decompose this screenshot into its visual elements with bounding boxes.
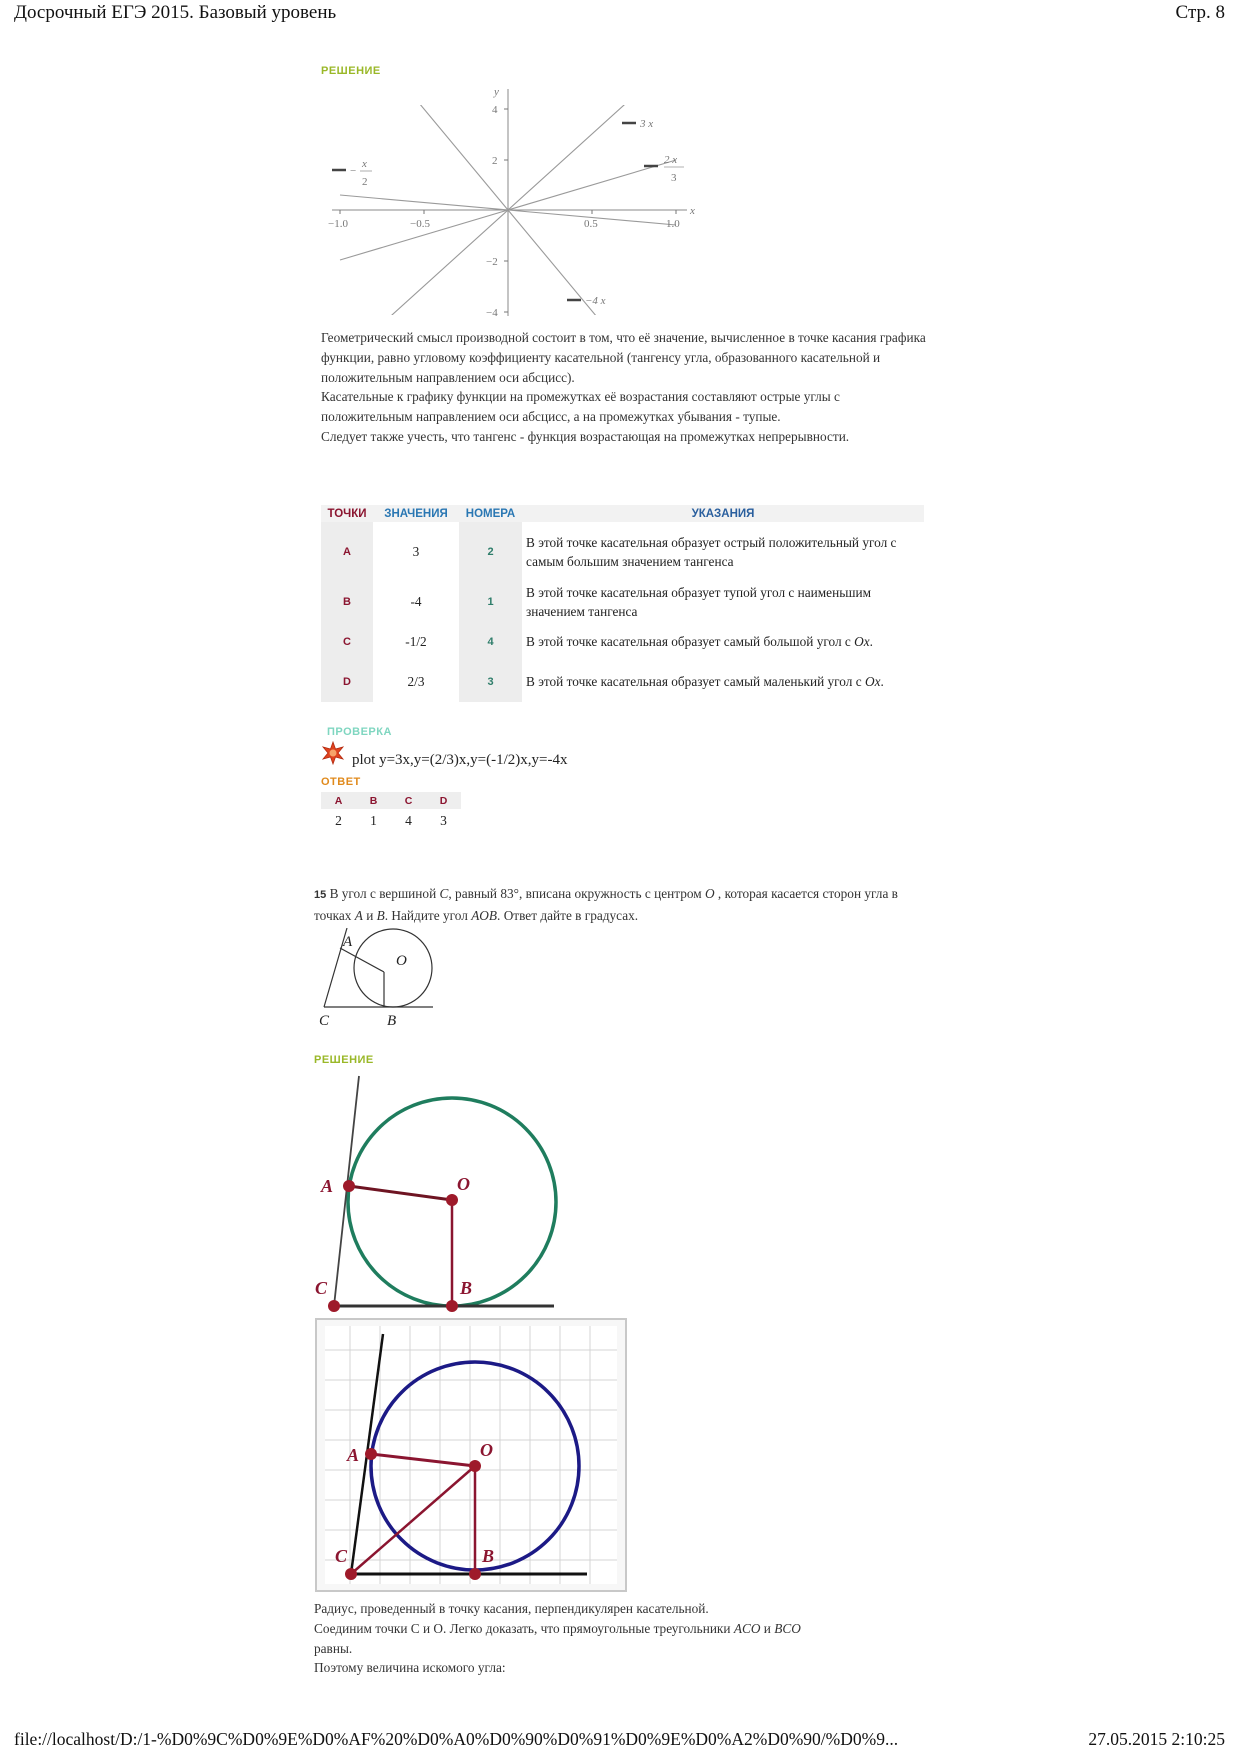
cell-point: A (321, 522, 373, 582)
cell-value: 2/3 (407, 674, 425, 689)
cell-point: B (321, 582, 373, 622)
check-label: ПРОВЕРКА (327, 726, 392, 738)
solution-label-14: РЕШЕНИЕ (321, 65, 381, 77)
legend-3x: 3 x (640, 118, 654, 130)
label-c: C (335, 1546, 348, 1566)
footer-url: file://localhost/D:/1-%D0%9C%D0%9E%D0%AF%20%D0%A0%D0%90%D0%91%D0%9E%D0%A2%D0%90/%D0%9... (14, 1729, 899, 1749)
paragraph: Касательные к графику функции на промежутках её возрастания составляют острые углы с положительным направлением оси абсцисс, а на промежутках убывания - тупые. (321, 389, 840, 425)
solution-label-15: РЕШЕНИЕ (314, 1054, 374, 1066)
answer-header: C (391, 792, 426, 809)
solution-figure-blue (317, 1320, 625, 1590)
label-b: B (460, 1278, 473, 1298)
page-header-title: Досрочный ЕГЭ 2015. Базовый уровень (14, 2, 337, 23)
y-tick: 4 (492, 104, 498, 116)
answer-value: 1 (370, 813, 377, 828)
col-header-numbers: НОМЕРА (459, 505, 522, 522)
cell-point: D (321, 662, 373, 702)
problem-15-text: 15 В угол с вершиной C, равный 83°, вписана окружность с центром O , которая касается сторон угла в точках A и B. Найдите угол AOB. Ответ дайте в градусах. (314, 886, 898, 923)
problem-figure (314, 928, 444, 1033)
table-row (321, 662, 924, 702)
col-header-points: ТОЧКИ (321, 505, 373, 522)
legend-half-sign: − (350, 165, 357, 177)
x-tick: 0.5 (584, 218, 598, 230)
check-command: plot y=3x,y=(2/3)x,y=(-1/2)x,y=-4x (352, 752, 568, 768)
paragraph: Геометрический смысл производной состоит в том, что её значение, вычисленное в точке касания графика функции, равно угловому коэффициенту касательной (тангенсу угла, образованного касательной и положительным направлением оси абсцисс). (321, 330, 926, 385)
table-row (321, 522, 924, 582)
y-tick: −2 (486, 256, 498, 268)
cell-number: 3 (459, 662, 522, 702)
label-b: B (482, 1546, 495, 1566)
cell-value: -4 (410, 594, 422, 609)
y-axis-label: y (494, 86, 499, 98)
cell-point: C (321, 622, 373, 662)
x-axis-label: x (690, 205, 695, 217)
x-tick: −1.0 (328, 218, 348, 230)
cell-number: 1 (459, 582, 522, 622)
label-c: C (315, 1278, 328, 1298)
label-c: C (319, 1013, 330, 1029)
hints-table (321, 505, 924, 702)
paragraph: Следует также учесть, что тангенс - функция возрастающая на промежутках непрерывности. (321, 428, 850, 444)
col-header-values: ЗНАЧЕНИЯ (373, 505, 459, 522)
cell-hint: В этой точке касательная образует острый положительный угол с самым большим значением тангенса (526, 534, 897, 569)
footer-datetime: 27.05.2015 2:10:25 (1088, 1729, 1225, 1749)
paragraph: Соединим точки С и О. Легко доказать, что прямоугольные треугольники ACO и BCO (314, 1620, 801, 1636)
answer-header: D (426, 792, 461, 809)
cell-number: 4 (459, 622, 522, 662)
table-row (321, 622, 924, 662)
answer-label: ОТВЕТ (321, 776, 361, 788)
cell-value: -1/2 (405, 634, 427, 649)
x-tick: −0.5 (410, 218, 430, 230)
lines-graph (322, 84, 702, 324)
answer-value: 4 (405, 813, 412, 828)
col-header-hints: УКАЗАНИЯ (522, 505, 924, 522)
y-tick: 2 (492, 155, 498, 167)
cell-number: 2 (459, 522, 522, 582)
label-a: A (347, 1445, 360, 1465)
paragraph: Поэтому величина искомого угла: (314, 1660, 506, 1676)
legend-half-num: x (362, 158, 367, 170)
page-number: Стр. 8 (1175, 2, 1225, 23)
wolfram-icon[interactable] (321, 741, 345, 765)
legend-2-3x-den: 3 (671, 172, 677, 184)
label-b: B (387, 1013, 397, 1029)
label-a: A (343, 934, 353, 950)
answer-header: B (356, 792, 391, 809)
solution-15-text (314, 1599, 934, 1678)
answer-header: A (321, 792, 356, 809)
paragraph: равны. (314, 1640, 353, 1656)
cell-hint: В этой точке касательная образует самый большой угол с Ox. (526, 634, 873, 650)
problem-number: 15 (314, 889, 327, 901)
answer-value: 2 (335, 813, 342, 828)
table-row (321, 582, 924, 622)
label-o: O (396, 953, 407, 969)
legend-2-3x-num: 2 x (664, 154, 678, 166)
y-tick: −4 (486, 307, 498, 319)
label-o: O (457, 1174, 470, 1194)
label-o: O (480, 1440, 493, 1460)
explanation-text (321, 328, 931, 447)
cell-hint: В этой точке касательная образует самый маленький угол с Ox. (526, 674, 884, 690)
solution-figure-frame (315, 1318, 627, 1592)
legend-minus-4x: −4 x (585, 295, 606, 307)
x-tick: 1.0 (666, 218, 680, 230)
cell-hint: В этой точке касательная образует тупой угол с наименьшим значением тангенса (526, 584, 872, 619)
answer-table (321, 792, 461, 833)
solution-figure-green (312, 1074, 562, 1314)
label-a: A (321, 1176, 334, 1196)
answer-value: 3 (440, 813, 447, 828)
cell-value: 3 (412, 544, 420, 559)
legend-half-den: 2 (362, 176, 368, 188)
paragraph: Радиус, проведенный в точку касания, перпендикулярен касательной. (314, 1601, 709, 1616)
